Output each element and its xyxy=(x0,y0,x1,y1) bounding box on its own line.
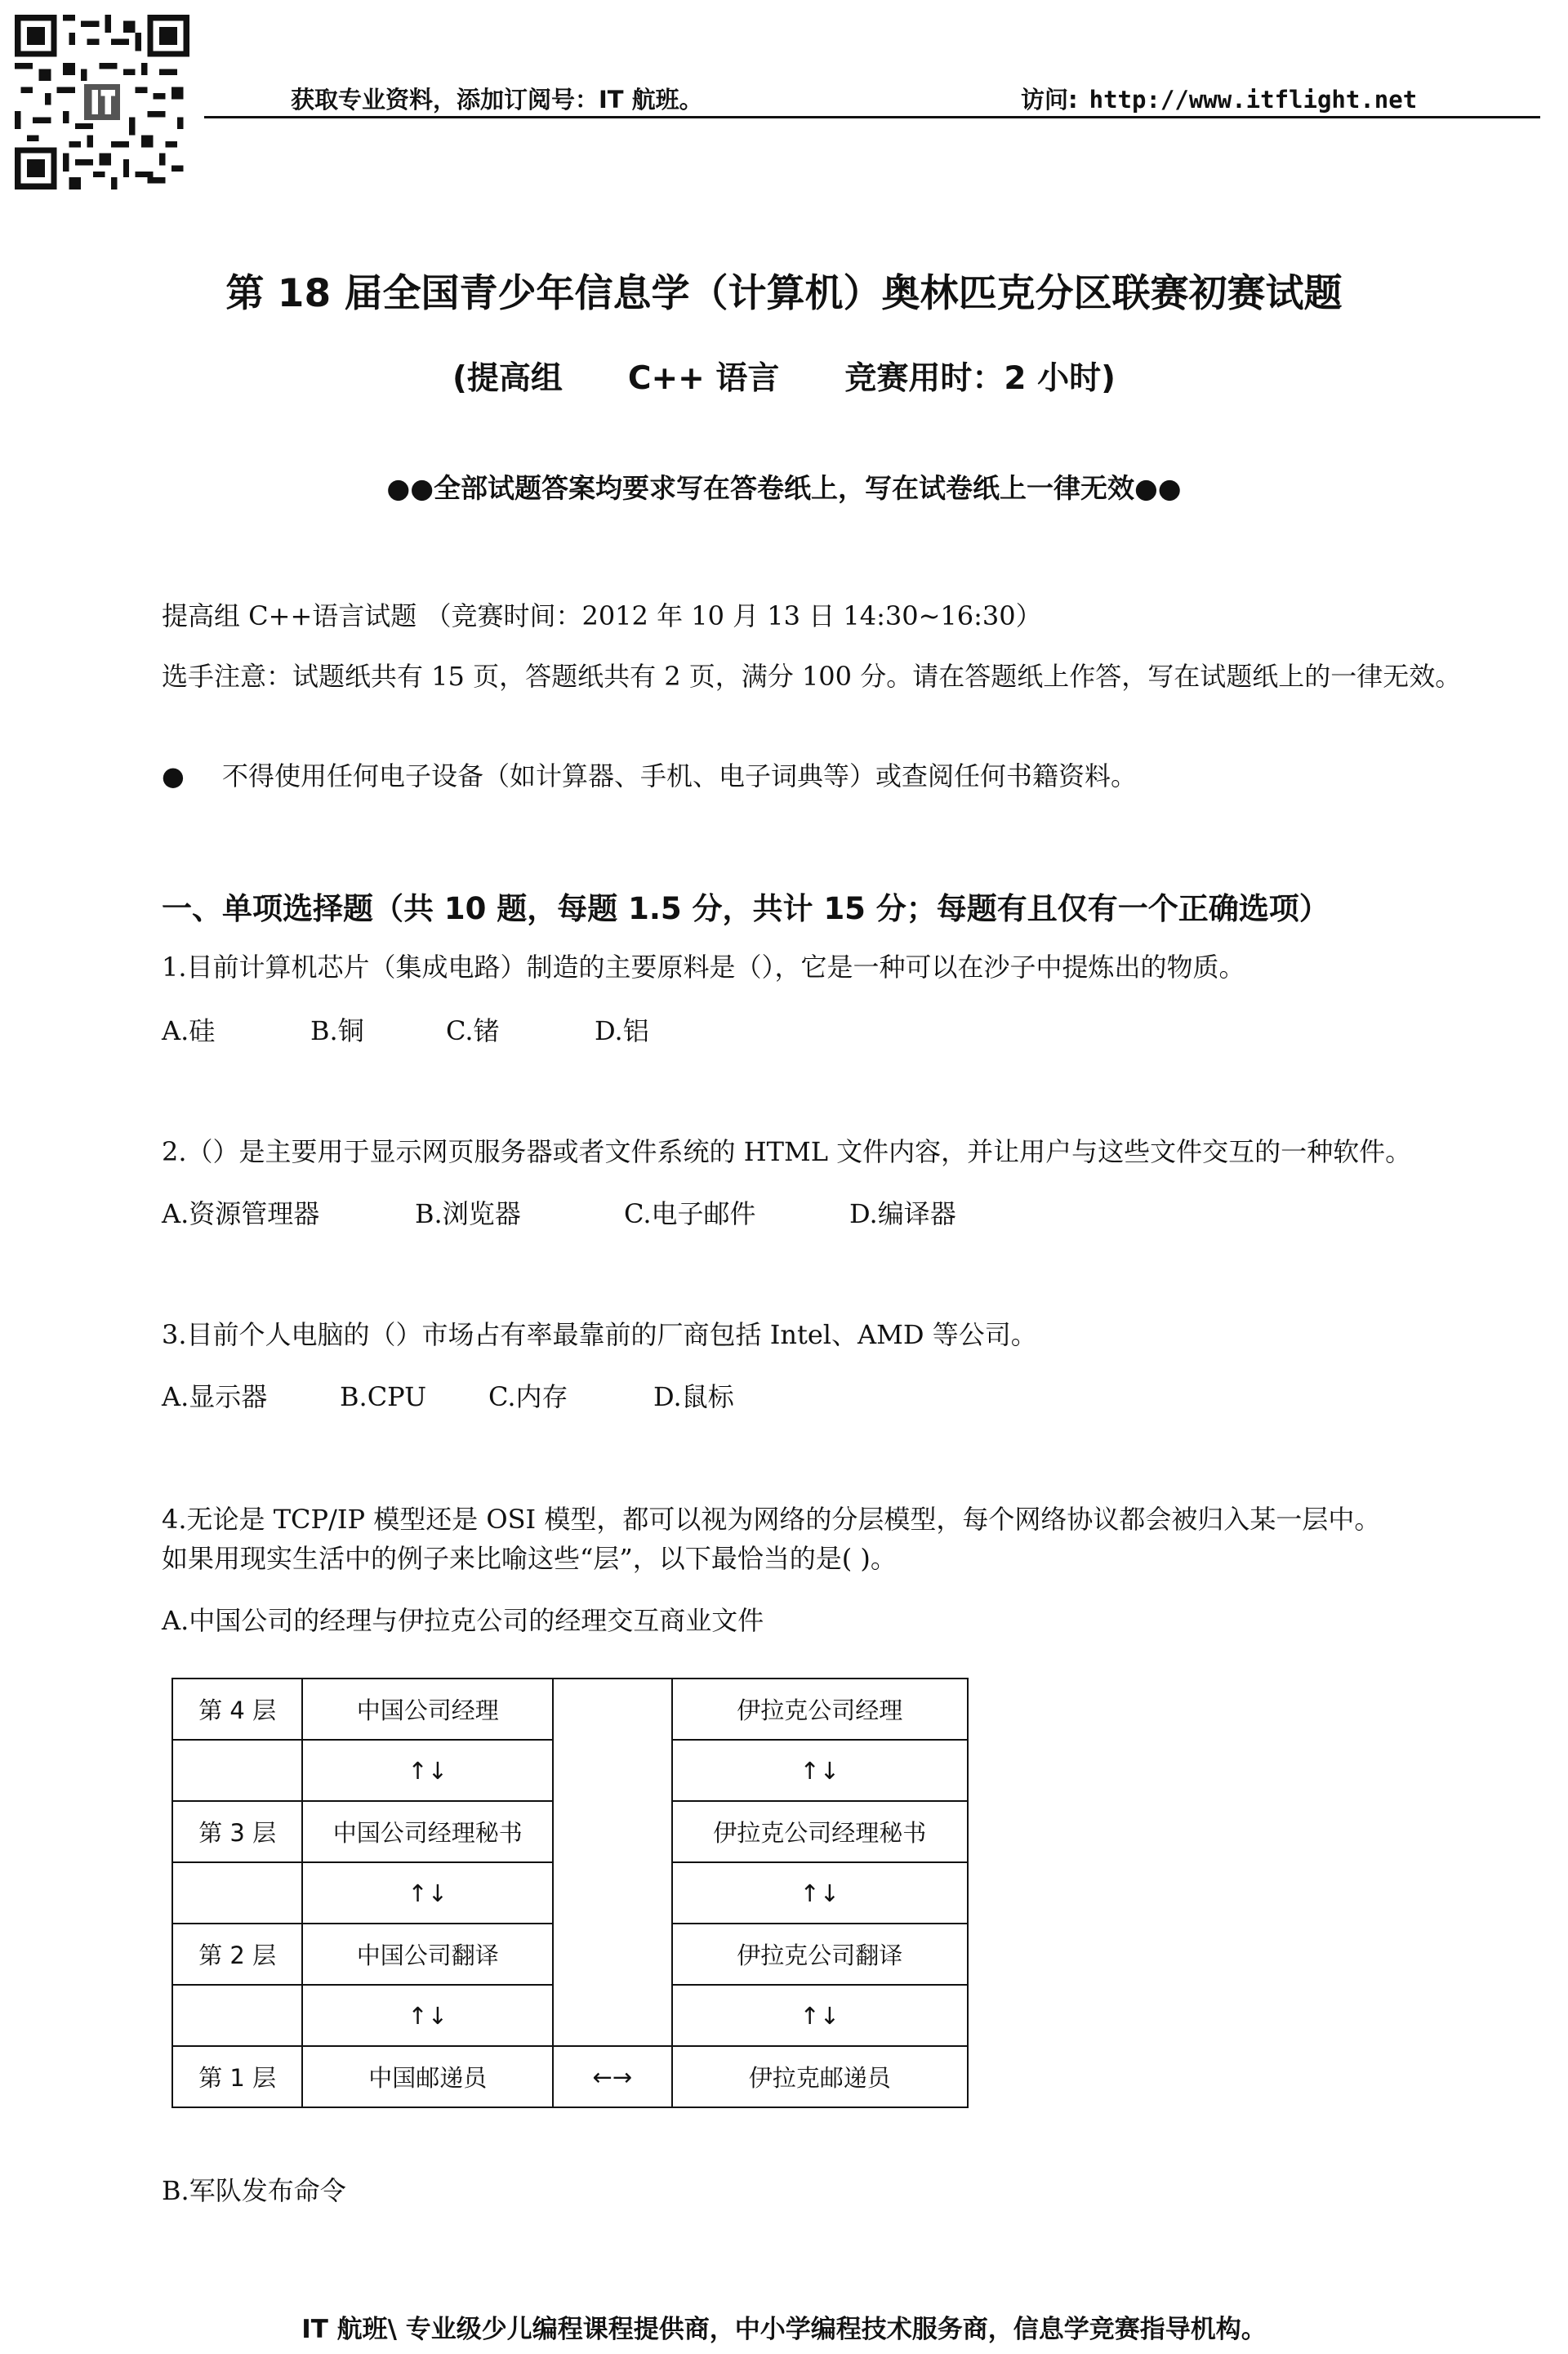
question-2-option-b: B.浏览器 xyxy=(415,1198,521,1229)
right-arrows: ↑↓ xyxy=(672,1985,968,2046)
question-4-option-a: A.中国公司的经理与伊拉克公司的经理交互商业文件 xyxy=(162,1605,764,1636)
question-1-option-b: B.铜 xyxy=(310,1015,364,1046)
header-visit xyxy=(1021,82,1417,115)
question-3-option-b: B.CPU xyxy=(340,1381,427,1412)
question-3-option-c: C.内存 xyxy=(488,1381,568,1412)
qr-code-image xyxy=(15,15,189,189)
question-3-option-a: A.显示器 xyxy=(162,1381,268,1412)
left-arrows: ↑↓ xyxy=(302,1740,553,1801)
exam-info-line: 提高组 C++语言试题 （竞赛时间：2012 年 10 月 13 日 14:30~16:30） xyxy=(162,600,1042,631)
layer-label: 第 1 层 xyxy=(172,2046,302,2107)
subtitle-group: (提高组 xyxy=(452,360,563,397)
question-3-stem: 3.目前个人电脑的（）市场占有率最靠前的厂商包括 Intel、AMD 等公司。 xyxy=(162,1319,1037,1350)
right-party: 伊拉克公司经理 xyxy=(672,1679,968,1740)
answer-notice: ●●全部试题答案均要求写在答卷纸上，写在试卷纸上一律无效●● xyxy=(386,472,1182,504)
section-heading: 一、单项选择题（共 10 题，每题 1.5 分，共计 15 分；每题有且仅有一个正确选项） xyxy=(162,891,1330,926)
left-party: 中国公司经理秘书 xyxy=(302,1801,553,1862)
page-subtitle xyxy=(0,353,1568,399)
header-subscribe-text: 获取专业资料，添加订阅号：IT 航班。 xyxy=(291,86,703,114)
question-1-option-c: C.锗 xyxy=(446,1015,500,1046)
question-4-stem-line1: 4.无论是 TCP/IP 模型还是 OSI 模型，都可以视为网络的分层模型，每个网络协议都会被归入某一层中。 xyxy=(162,1504,1381,1535)
question-2-option-d: D.编译器 xyxy=(849,1198,956,1229)
header-url-link[interactable]: http://www.itflight.net xyxy=(1089,86,1418,114)
left-arrows: ↑↓ xyxy=(302,1985,553,2046)
layer-label: 第 2 层 xyxy=(172,1924,302,1985)
left-party: 中国邮递员 xyxy=(302,2046,553,2107)
exchange-arrow: ←→ xyxy=(553,2046,672,2107)
layer-label: 第 4 层 xyxy=(172,1679,302,1740)
right-party: 伊拉克公司翻译 xyxy=(672,1924,968,1985)
question-1-option-d: D.铝 xyxy=(595,1015,649,1046)
right-party: 伊拉克公司经理秘书 xyxy=(672,1801,968,1862)
layer-label: 第 3 层 xyxy=(172,1801,302,1862)
layer-model-table xyxy=(172,1678,969,2108)
layer-label xyxy=(172,1740,302,1801)
question-3-option-d: D.鼠标 xyxy=(653,1381,734,1412)
layer-label xyxy=(172,1862,302,1924)
right-party: 伊拉克邮递员 xyxy=(672,2046,968,2107)
left-party: 中国公司翻译 xyxy=(302,1924,553,1985)
question-2-option-a: A.资源管理器 xyxy=(162,1198,320,1229)
left-party: 中国公司经理 xyxy=(302,1679,553,1740)
table-row xyxy=(172,1679,968,1740)
attention-paragraph: 选手注意：试题纸共有 15 页，答题纸共有 2 页，满分 100 分。请在答题纸上作答，写在试题纸上的一律无效。 xyxy=(162,661,1462,692)
question-1-option-a: A.硅 xyxy=(162,1015,216,1046)
right-arrows: ↑↓ xyxy=(672,1862,968,1924)
header-divider xyxy=(204,116,1540,118)
subtitle-language: C++ 语言 xyxy=(627,360,780,397)
question-4-stem-line2: 如果用现实生活中的例子来比喻这些“层”，以下最恰当的是( )。 xyxy=(162,1543,897,1574)
question-2-stem: 2.（）是主要用于显示网页服务器或者文件系统的 HTML 文件内容，并让用户与这些文件交互的一种软件。 xyxy=(162,1136,1412,1167)
question-2-option-c: C.电子邮件 xyxy=(624,1198,756,1229)
right-arrows: ↑↓ xyxy=(672,1740,968,1801)
bullet-text: 不得使用任何电子设备（如计算器、手机、电子词典等）或查阅任何书籍资料。 xyxy=(222,760,1138,791)
subtitle-duration: 竞赛用时：2 小时) xyxy=(844,360,1116,397)
bullet-icon: ● xyxy=(162,760,185,791)
page-footer: IT 航班\ 专业级少儿编程课程提供商，中小学编程技术服务商，信息学竞赛指导机构。 xyxy=(301,2315,1267,2344)
header-visit-label: 访问: xyxy=(1021,86,1078,114)
left-arrows: ↑↓ xyxy=(302,1862,553,1924)
question-4-option-b: B.军队发布命令 xyxy=(162,2175,346,2206)
middle-gap xyxy=(553,1679,672,2046)
table-row xyxy=(172,2046,968,2107)
page-title: 第 18 届全国青少年信息学（计算机）奥林匹克分区联赛初赛试题 xyxy=(225,271,1343,316)
question-1-stem: 1.目前计算机芯片（集成电路）制造的主要原料是（），它是一种可以在沙子中提炼出的物质。 xyxy=(162,952,1245,983)
layer-label xyxy=(172,1985,302,2046)
